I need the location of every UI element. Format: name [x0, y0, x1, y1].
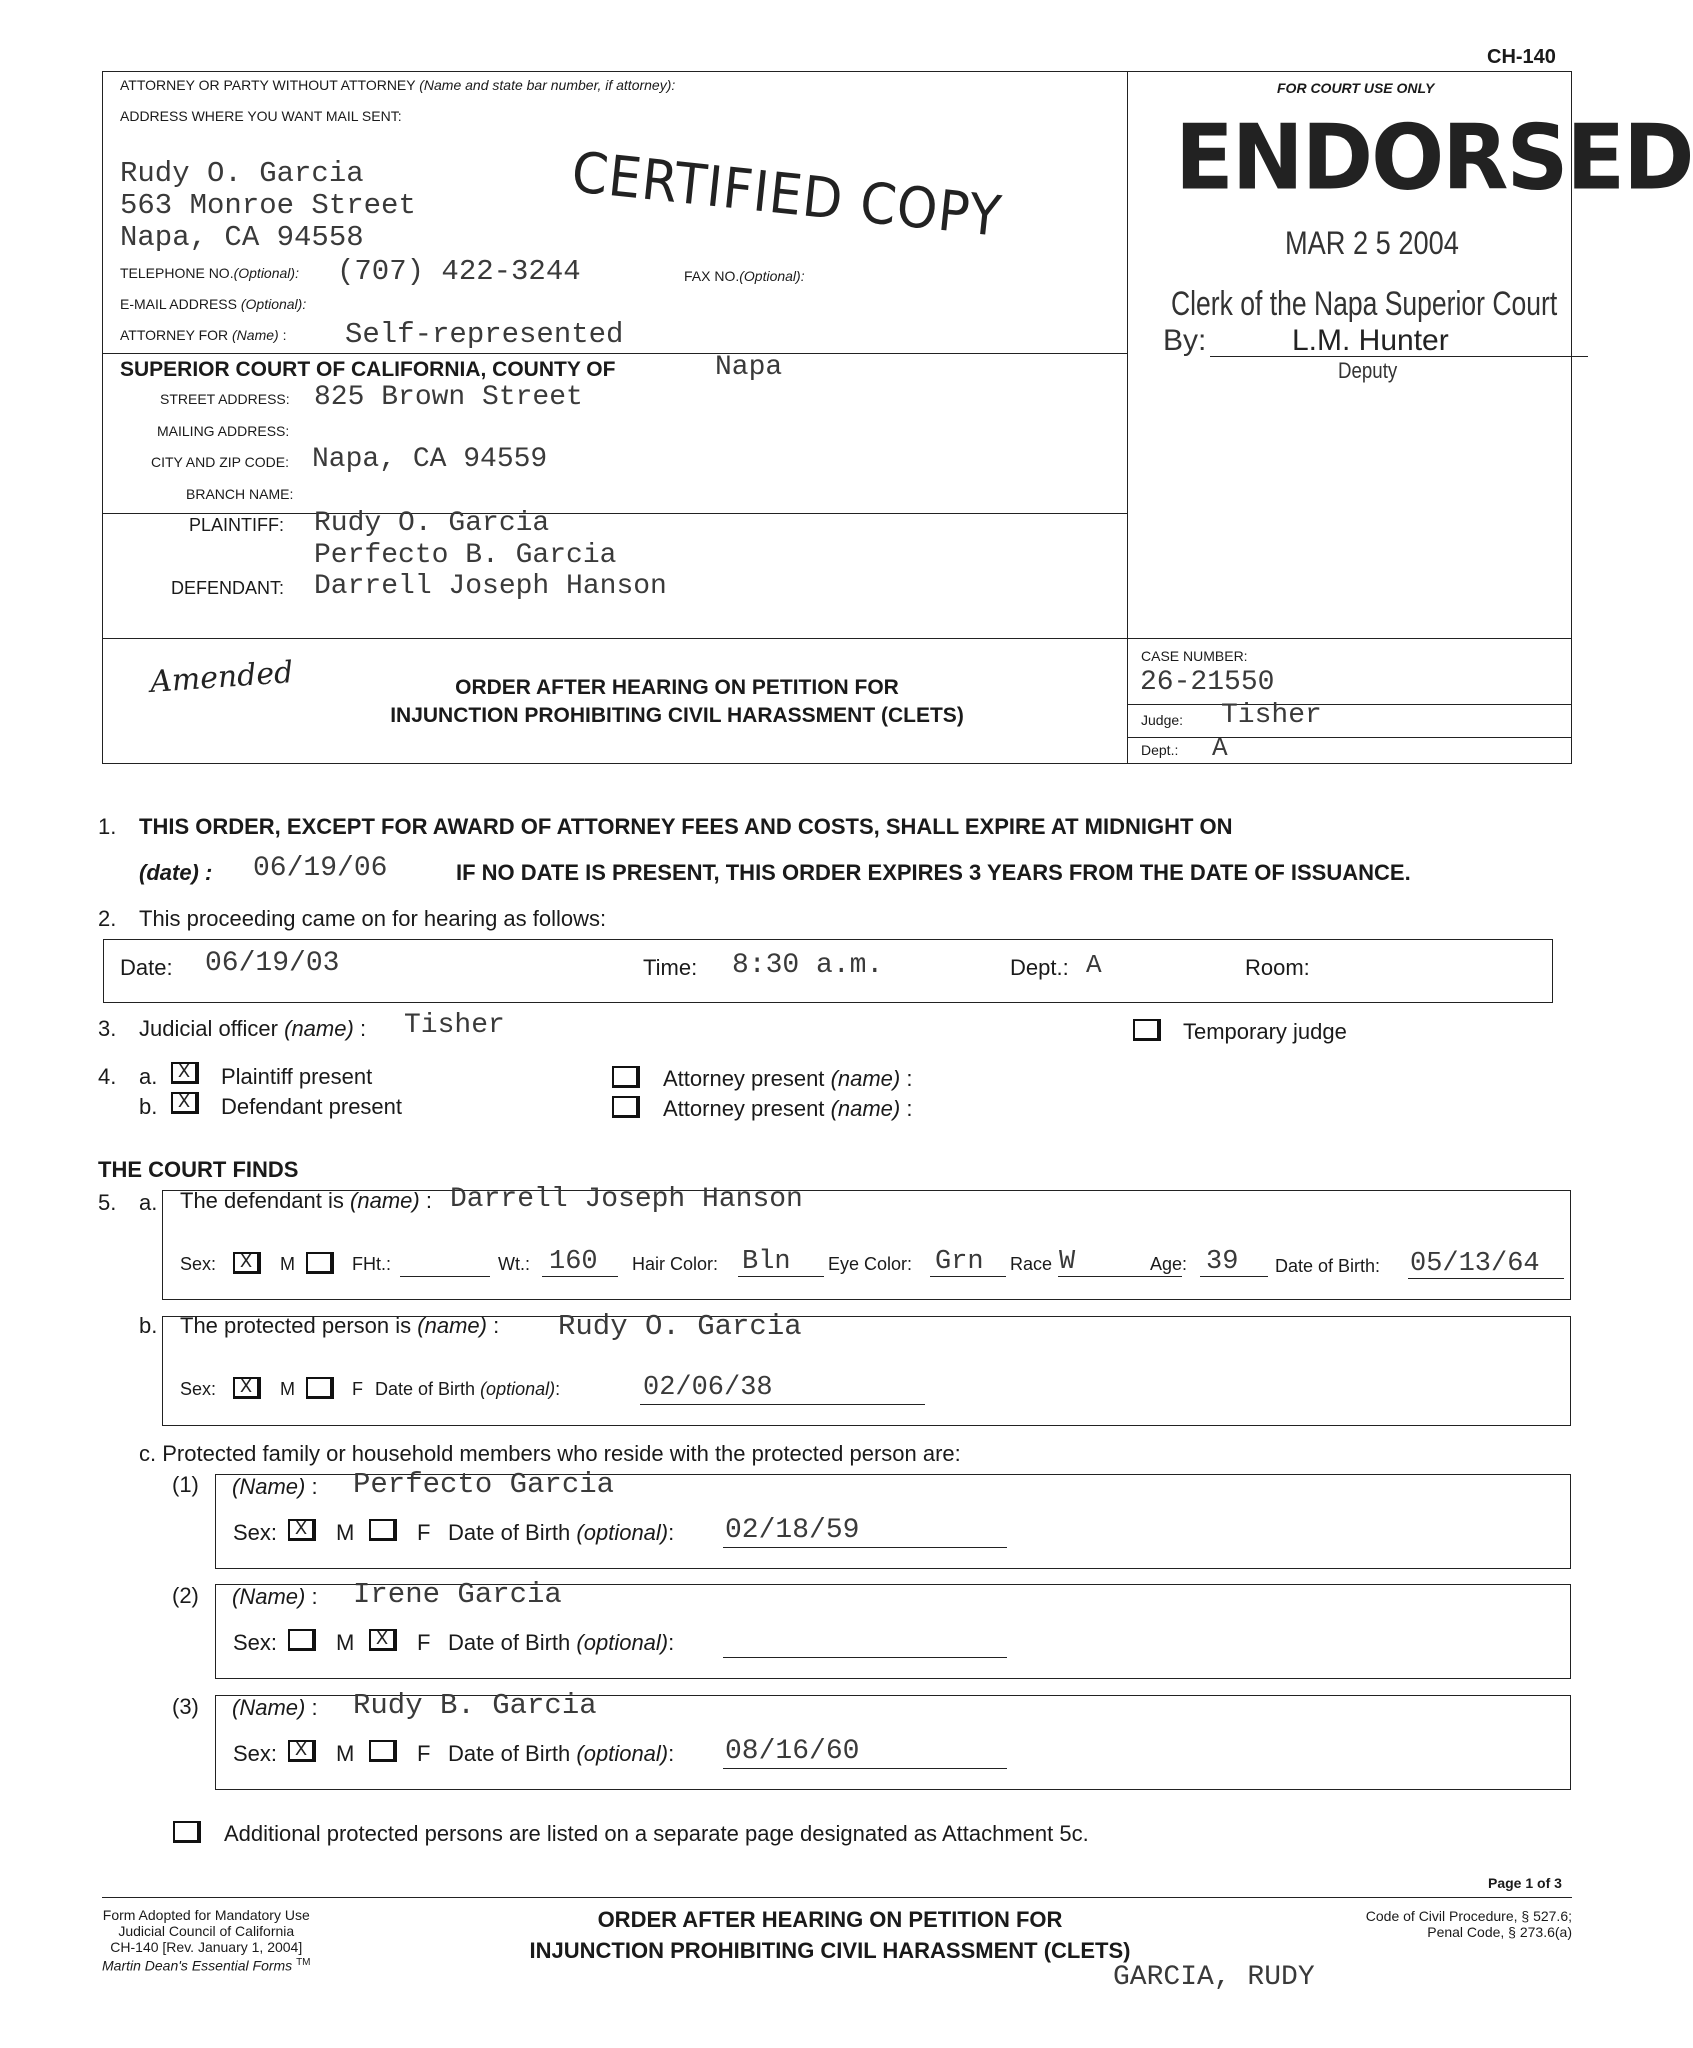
race-label: Race: [1010, 1254, 1053, 1274]
defendant-hair-color: Bln: [742, 1247, 791, 1277]
defendant-race: W: [1059, 1247, 1076, 1277]
page-number: Page 1 of 3: [1488, 1875, 1562, 1891]
court-use-label: FOR COURT USE ONLY: [1277, 80, 1435, 96]
temporary-judge-label: Temporary judge: [1183, 1019, 1347, 1044]
telephone-label: TELEPHONE NO.(Optional):: [120, 265, 299, 281]
dob-label: Date of Birth:: [1275, 1256, 1381, 1276]
defendant-label: DEFENDANT:: [171, 578, 285, 598]
clerk-stamp: Clerk of the Napa Superior Court: [1171, 285, 1558, 323]
member-3-name-label: (Name) :: [232, 1695, 318, 1720]
protected-person-dob: 02/06/38: [643, 1373, 773, 1403]
age-label: Age:: [1150, 1254, 1188, 1274]
additional-persons-checkbox[interactable]: [173, 1821, 201, 1843]
endorsed-stamp: ENDORSED: [1175, 105, 1693, 211]
case-number-label: CASE NUMBER:: [1141, 648, 1248, 664]
item-1-nodate-text: IF NO DATE IS PRESENT, THIS ORDER EXPIRES 3 YEARS FROM THE DATE OF ISSUANCE.: [456, 860, 1411, 885]
item-4-number: 4.: [98, 1064, 117, 1089]
member-3-dob-label: Date of Birth (optional):: [448, 1741, 675, 1766]
member-2-name: Irene Garcia: [353, 1578, 562, 1611]
attorney-label: ATTORNEY OR PARTY WITHOUT ATTORNEY (Name and state bar number, if attorney):: [120, 77, 676, 93]
defendant-sex-m-checkbox[interactable]: X: [233, 1252, 261, 1274]
defendant-attorney-checkbox[interactable]: [612, 1096, 640, 1118]
court-city: Napa, CA 94559: [312, 444, 548, 475]
height-label: FHt.:: [352, 1254, 391, 1274]
court-use-divider: [1127, 71, 1128, 764]
member-2-sex-m-checkbox[interactable]: [288, 1629, 316, 1651]
member-2-sex-f-checkbox[interactable]: X: [369, 1629, 397, 1651]
hearing-time: 8:30 a.m.: [732, 950, 884, 981]
defendant-sex-f-checkbox[interactable]: [306, 1252, 334, 1274]
city-zip-label: CITY AND ZIP CODE:: [151, 454, 289, 470]
by-label: By:: [1163, 324, 1207, 357]
judge-label: Judge:: [1141, 712, 1184, 728]
attorney-street: 563 Monroe Street: [120, 189, 416, 222]
member-1-sex-m-checkbox[interactable]: X: [288, 1519, 316, 1541]
defendant-weight: 160: [549, 1247, 598, 1277]
member-1-dob: 02/18/59: [725, 1515, 860, 1546]
item-1-number: 1.: [98, 814, 117, 839]
hearing-date: 06/19/03: [205, 948, 340, 979]
mailing-address-label: MAILING ADDRESS:: [157, 423, 290, 439]
defendant-dob: 05/13/64: [1410, 1249, 1540, 1279]
protected-sex-f-checkbox[interactable]: [306, 1377, 334, 1399]
document-title: ORDER AFTER HEARING ON PETITION FOR INJUNCTION PROHIBITING CIVIL HARASSMENT (CLETS): [390, 676, 964, 727]
item-1-text: THIS ORDER, EXCEPT FOR AWARD OF ATTORNEY FEES AND COSTS, SHALL EXPIRE AT MIDNIGHT ON: [139, 814, 1233, 839]
clerk-signature-name: L.M. Hunter: [1292, 324, 1449, 357]
protected-person-label: The protected person is (name) :: [180, 1313, 500, 1338]
fax-label: FAX NO.(Optional):: [684, 268, 805, 284]
court-finds-heading: THE COURT FINDS: [98, 1157, 299, 1182]
defendant-description-name: Darrell Joseph Hanson: [450, 1184, 803, 1215]
protected-sex-m-checkbox[interactable]: X: [233, 1377, 261, 1399]
plaintiff-1: Rudy O. Garcia: [314, 508, 550, 539]
weight-label: Wt.:: [498, 1254, 530, 1274]
protected-person-name: Rudy O. Garcia: [558, 1310, 802, 1343]
member-2-name-label: (Name) :: [232, 1584, 318, 1609]
court-street: 825 Brown Street: [314, 382, 583, 413]
address-label: ADDRESS WHERE YOU WANT MAIL SENT:: [120, 108, 402, 124]
plaintiff-present-label: Plaintiff present: [221, 1064, 373, 1089]
defendant-present-checkbox[interactable]: X: [171, 1092, 199, 1114]
court-heading: SUPERIOR COURT OF CALIFORNIA, COUNTY OF: [120, 358, 616, 381]
hearing-time-label: Time:: [643, 955, 698, 980]
form-number: CH-140: [1487, 46, 1556, 68]
court-county: Napa: [715, 352, 783, 383]
temporary-judge-checkbox[interactable]: [1133, 1019, 1161, 1041]
item-5-number: 5.: [98, 1190, 117, 1215]
defendant-age: 39: [1206, 1247, 1239, 1277]
member-1-dob-label: Date of Birth (optional):: [448, 1520, 675, 1545]
telephone-value: (707) 422-3244: [337, 255, 581, 288]
judicial-officer-label: Judicial officer (name) :: [139, 1016, 367, 1041]
certified-copy-stamp: CERTIFIED COPY: [568, 140, 1005, 250]
hearing-date-label: Date:: [120, 955, 173, 980]
item-3-number: 3.: [98, 1016, 117, 1041]
footer-title: ORDER AFTER HEARING ON PETITION FOR INJUNCTION PROHIBITING CIVIL HARASSMENT (CLETS): [529, 1907, 1131, 1963]
endorsed-date: MAR 2 5 2004: [1285, 225, 1459, 261]
case-judge: Tisher: [1221, 700, 1322, 731]
deputy-label: Deputy: [1338, 358, 1398, 383]
plaintiff-present-checkbox[interactable]: X: [171, 1062, 199, 1084]
dept-label: Dept.:: [1141, 742, 1179, 758]
defendant-name: Darrell Joseph Hanson: [314, 571, 667, 602]
branch-name-label: BRANCH NAME:: [186, 486, 294, 502]
defendant-is-label: The defendant is (name) :: [180, 1188, 432, 1213]
form-page: CH-140 ATTORNEY OR PARTY WITHOUT ATTORNEY (Name and state bar number, if attorney): ADDRESS WHERE YOU WANT MAIL SENT: Rudy O. Garcia 563 Monroe Street Napa, CA 94558 TELEPHONE NO.(Optional): (707) 422-3244 FAX NO.(Optional): E-MAIL ADDRESS (Optional): ATTORNEY FOR (Name) : Self-represented SUPERIOR COURT OF CALIFORNIA, COUNTY OF Napa STREET ADDRESS: 825 Brown Street MAILING ADDRESS: CITY AND ZIP CODE: Napa, CA 94559 BRANCH NAME: PLAINTIFF: Rudy O. Garcia Perfecto B. Garcia DEFENDANT: Darrell Joseph Hanson Amended ORDER AFTER HEARING ON PETITION FOR INJUNCTION PROHIBITING CIVIL HARASSMENT (CLETS) CASE NUMBER: 26-21550 Judge: Tisher Dept.: A FOR COURT USE ONLY ENDORSED MAR 2 5 2004 Clerk of the Napa Superior Court By: L.M. Hunter Deputy CERTIFIED COPY 1. THIS ORDER, EXCEPT FOR AWARD OF ATTORNEY FEES AND COSTS, SHALL EXPIRE AT MIDNIGHT ON (date) : 06/19/06 IF NO DATE IS PRESENT, THIS ORDER EXPIRES 3 YEARS FROM THE DATE OF ISSUANCE. 2. This proceeding came on for hearing as follows: Date: 06/19/03 Time: 8:30 a.m. Dept.: A Room: 3. Judicial officer (name) : Tisher Temporary judge 4. a. X Plaintiff present b. X Defendant present Attorney present (name) : Attorney present (name) : THE COURT FINDS 5. a. The defendant is (name) : Darrell Joseph Hanson Sex: X M FHt.: Wt.: 160 Hair Color: Bln Eye Color: Grn Race W Age: 39 Date of Birth: 05/13/64 b. The protected person is (name) : Rudy O. Garcia Sex: X M F Date of Birth (optional): 02/06/38 c. Protected family or household members who reside with the protected person are: (1) (Name) : Perfecto Garcia Sex: X M F Date of Birth (optional): 02/18/59 (2) (Name) : Irene Garcia Sex: M X F Date of Birth (optional): (3) (Name) : Rudy B. Garcia Sex: X M F Date of Birth (optional): 08/16/60 Additional protected persons are listed on a separate page designated as Attachment 5c. Page 1 of 3 Form Adopted for Mandatory Use Judicial Council of California CH-140 [Rev. January 1, 2004] Martin Dean's Essential Forms ™ ORDER AFTER HEARING ON PETITION FOR INJUNCTION PROHIBITING CIVIL HARASSMENT (CLETS) Code of Civil Procedure, § 527.6; Penal Code, § 273.6(a) GARCIA, RUDY: [98, 46, 1693, 1993]
defendant-attorney-label: Attorney present (name) :: [663, 1096, 913, 1121]
hair-color-label: Hair Color:: [632, 1254, 719, 1274]
case-dept: A: [1212, 733, 1228, 763]
attorney-for-label: ATTORNEY FOR (Name) :: [120, 327, 287, 343]
item-2-text: This proceeding came on for hearing as follows:: [139, 906, 607, 931]
plaintiff-attorney-checkbox[interactable]: [612, 1066, 640, 1088]
attorney-city: Napa, CA 94558: [120, 221, 364, 254]
additional-persons-text: Additional protected persons are listed on a separate page designated as Attachment 5c.: [224, 1821, 1089, 1846]
item-2-number: 2.: [98, 906, 117, 931]
hearing-dept: A: [1086, 950, 1102, 980]
member-3-sex-m-checkbox[interactable]: X: [288, 1740, 316, 1762]
footer-form-info: Form Adopted for Mandatory Use Judicial Council of California CH-140 [Rev. January 1, 2004] Martin Dean's Essential Forms ™: [102, 1907, 311, 1974]
hearing-room-label: Room:: [1245, 955, 1310, 980]
client-name: GARCIA, RUDY: [1113, 1962, 1315, 1993]
amended-handwritten-note: Amended: [148, 655, 295, 700]
plaintiff-attorney-label: Attorney present (name) :: [663, 1066, 913, 1091]
hearing-dept-label: Dept.:: [1010, 955, 1069, 980]
member-1-name: Perfecto Garcia: [353, 1468, 615, 1501]
eye-color-label: Eye Color:: [828, 1254, 913, 1274]
member-1-name-label: (Name) :: [232, 1474, 318, 1499]
attorney-for-value: Self-represented: [345, 318, 624, 351]
footer-code-citation: Code of Civil Procedure, § 527.6; Penal Code, § 273.6(a): [1365, 1908, 1572, 1940]
defendant-present-label: Defendant present: [221, 1094, 403, 1119]
street-address-label: STREET ADDRESS:: [160, 391, 290, 407]
member-1-sex-f-checkbox[interactable]: [369, 1519, 397, 1541]
attorney-address: [120, 158, 416, 254]
attorney-name: Rudy O. Garcia: [120, 157, 364, 190]
plaintiff-2: Perfecto B. Garcia: [314, 540, 617, 571]
protected-dob-label: Date of Birth (optional):: [375, 1379, 561, 1399]
expiration-date: 06/19/06: [253, 853, 388, 884]
defendant-eye-color: Grn: [935, 1247, 984, 1277]
member-2-dob-label: Date of Birth (optional):: [448, 1630, 675, 1655]
member-3-sex-f-checkbox[interactable]: [369, 1740, 397, 1762]
case-number: 26-21550: [1140, 667, 1275, 698]
item-1-date-label: (date) :: [139, 860, 213, 885]
member-3-name: Rudy B. Garcia: [353, 1689, 597, 1722]
family-members-heading: c. Protected family or household members who reside with the protected person are:: [139, 1441, 961, 1466]
email-label: E-MAIL ADDRESS (Optional):: [120, 296, 307, 312]
member-3-dob: 08/16/60: [725, 1736, 860, 1767]
judicial-officer-name: Tisher: [404, 1010, 505, 1041]
plaintiff-label: PLAINTIFF:: [189, 515, 285, 535]
